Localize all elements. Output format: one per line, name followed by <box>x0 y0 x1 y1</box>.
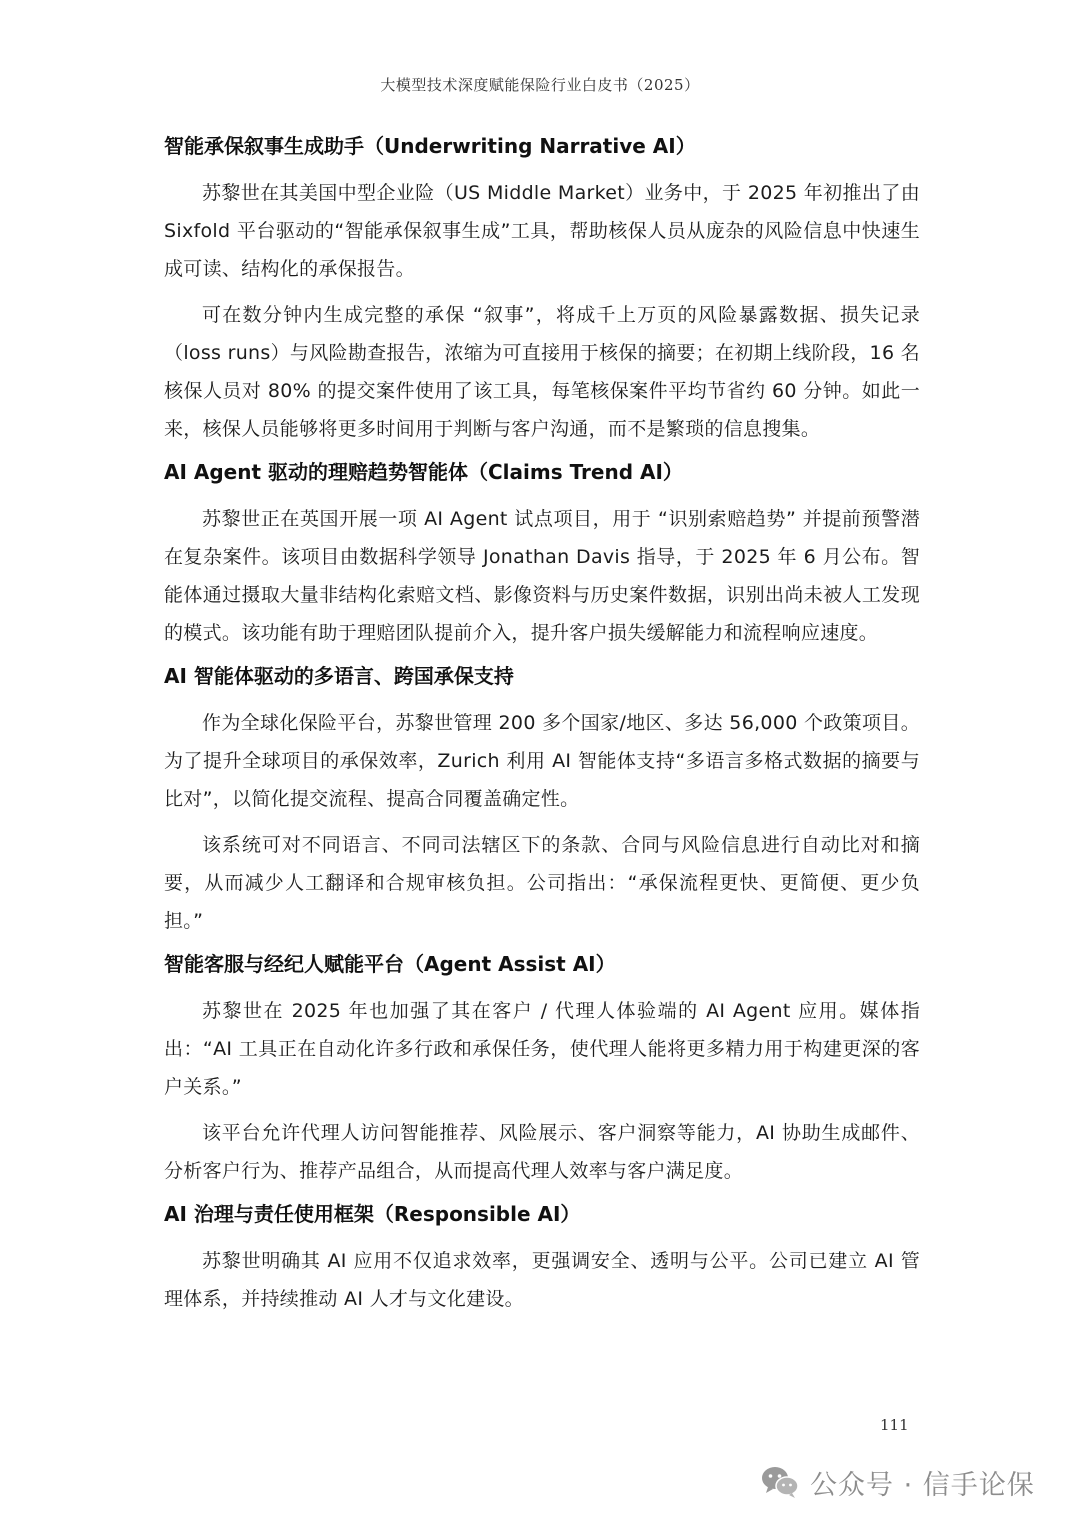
section-heading: AI 智能体驱动的多语言、跨国承保支持 <box>164 664 514 688</box>
paragraph: 作为全球化保险平台，苏黎世管理 200 多个国家/地区、多达 56,000 个政策项目。为了提升全球项目的承保效率，Zurich 利用 AI 智能体支持“多语言多格式数据的摘要与比对”，以简化提交流程、提高合同覆盖确定性。 <box>164 712 920 810</box>
page-body <box>164 130 920 1326</box>
paragraph: 该平台允许代理人访问智能推荐、风险展示、客户洞察等能力，AI 协助生成邮件、分析客户行为、推荐产品组合，从而提高代理人效率与客户满足度。 <box>164 1122 920 1182</box>
wechat-icon <box>760 1464 800 1500</box>
paragraph: 苏黎世正在英国开展一项 AI Agent 试点项目，用于 “识别索赔趋势” 并提前预警潜在复杂案件。该项目由数据科学领导 Jonathan Davis 指导，于 2025 年 6 月公布。智能体通过摄取大量非结构化索赔文档、影像资料与历史案件数据，识别出尚未被人工发现的模式。该功能有助于理赔团队提前介入，提升客户损失缓解能力和流程响应速度。 <box>164 508 920 644</box>
section-multilingual <box>164 660 920 940</box>
section-heading: 智能承保叙事生成助手（Underwriting Narrative AI） <box>164 134 696 158</box>
paragraph: 苏黎世明确其 AI 应用不仅追求效率，更强调安全、透明与公平。公司已建立 AI 管理体系，并持续推动 AI 人才与文化建设。 <box>164 1250 920 1310</box>
watermark <box>760 1460 1035 1504</box>
page-number: 111 <box>880 1416 909 1434</box>
section-responsible-ai <box>164 1198 920 1318</box>
paragraph: 可在数分钟内生成完整的承保 “叙事”，将成千上万页的风险暴露数据、损失记录（loss runs）与风险勘查报告，浓缩为可直接用于核保的摘要；在初期上线阶段，16 名核保人员对 80% 的提交案件使用了该工具，每笔核保案件平均节省约 60 分钟。如此一来，核保人员能够将更多时间用于判断与客户沟通，而不是繁琐的信息搜集。 <box>164 304 920 440</box>
section-heading: 智能客服与经纪人赋能平台（Agent Assist AI） <box>164 952 616 976</box>
watermark-text: 公众号 · 信手论保 <box>810 1469 1035 1501</box>
section-heading: AI 治理与责任使用框架（Responsible AI） <box>164 1202 581 1226</box>
section-heading: AI Agent 驱动的理赔趋势智能体（Claims Trend AI） <box>164 460 683 484</box>
paragraph: 该系统可对不同语言、不同司法辖区下的条款、合同与风险信息进行自动比对和摘要，从而减少人工翻译和合规审核负担。公司指出：“承保流程更快、更简便、更少负担。” <box>164 834 920 932</box>
paragraph: 苏黎世在 2025 年也加强了其在客户 / 代理人体验端的 AI Agent 应用。媒体指出：“AI 工具正在自动化许多行政和承保任务，使代理人能将更多精力用于构建更深的客户关系。” <box>164 1000 920 1098</box>
section-claims-trend <box>164 456 920 652</box>
section-underwriting-narrative <box>164 130 920 448</box>
paragraph: 苏黎世在其美国中型企业险（US Middle Market）业务中，于 2025 年初推出了由 Sixfold 平台驱动的“智能承保叙事生成”工具，帮助核保人员从庞杂的风险信息中快速生成可读、结构化的承保报告。 <box>164 182 920 280</box>
section-agent-assist <box>164 948 920 1190</box>
running-header: 大模型技术深度赋能保险行业白皮书（2025） <box>380 76 700 94</box>
